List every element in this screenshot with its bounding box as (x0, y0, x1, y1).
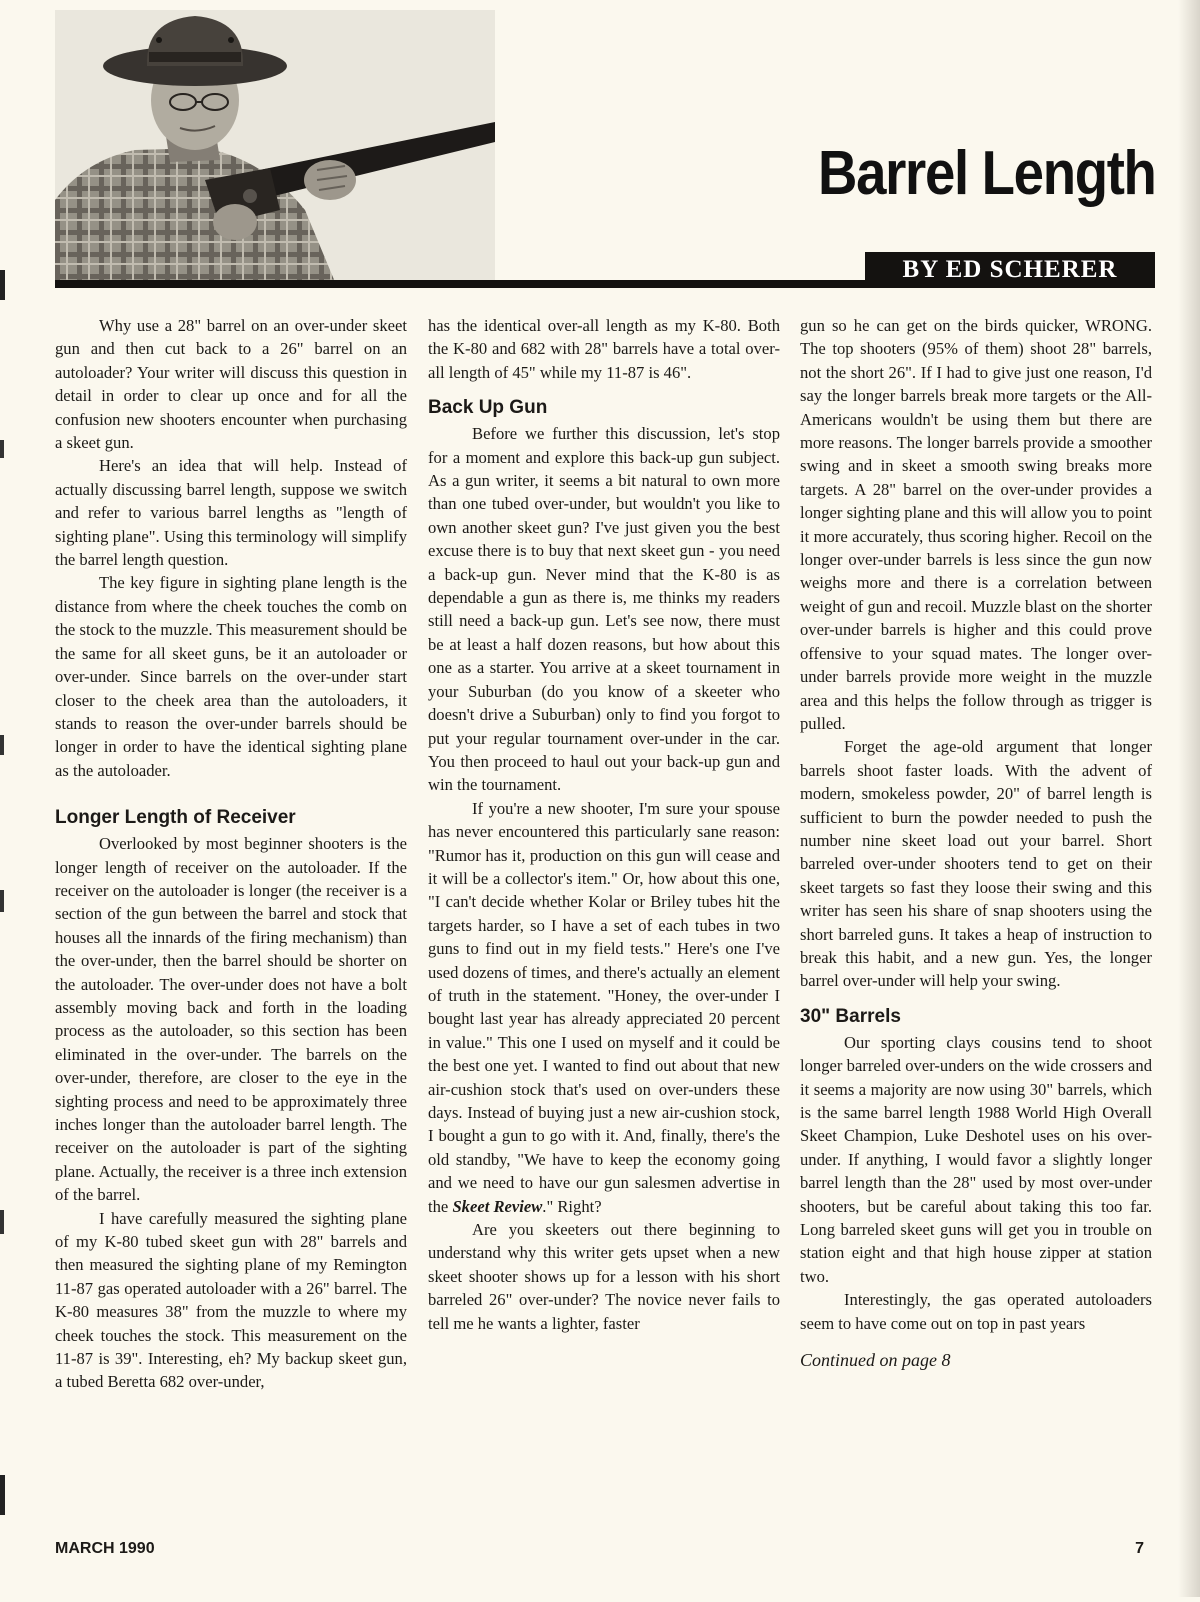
paragraph: Are you skeeters out there beginning to understand why this writer gets upset when a new skeet shooter shows up for a lesson with his short barreled 26" over-under? The novice never fails to tell me he wants a lighter, faster (428, 1220, 780, 1333)
section-heading: Back Up Gun (428, 397, 548, 419)
section-heading: 30" Barrels (800, 1005, 901, 1027)
section-heading: Longer Length of Receiver (55, 807, 296, 829)
page-edge-shadow (1178, 0, 1200, 1597)
paragraph: gun so he can get on the birds quicker, WRONG. The top shooters (95% of them) shoot 28" barrels, not the short 26". If I had to give just one reason, I'd say the longer barrels break more targets or the All-Americans wouldn't be using them but there are more reasons. The longer barrels provide a smoother swing and in skeet a smooth swing breaks more targets. A 28" barrel on the over-under provides a longer sighting plane and this will allow you to point it more accurately, thus scoring higher. Recoil on the longer over-under barrels is less since the gun now weighs more and there is a correlation between weight of gun and recoil. Muzzle blast on the shorter over-under barrels is higher and this could prove offensive to your squad mates. The longer over-under barrels provide more weight in the muzzle area and this helps the follow through as trigger is pulled. (800, 316, 1152, 733)
magazine-name: Skeet Review (452, 1196, 543, 1216)
man-with-shotgun-photo (55, 10, 495, 282)
column-2 (428, 314, 780, 1335)
page-number: 7 (1135, 1540, 1144, 1557)
paragraph-text: If you're a new shooter, I'm sure your spouse has never encountered this particularly sane reason: "Rumor has it, production on this gun will cease and it will be a collector's item." Or, how about this one, "I can't decide whether Kolar or Briley tubes hit the targets harder, so I have a set of each tubes in two guns to find out in my field tests." Here's one I've used dozens of times, and there's actually an element of truth in the statement. "Honey, the over-under I bought last year has already appreciated 20 percent in value." This one I used on myself and it could be the best one yet. I wanted to find out about that new air-cushion stock that's used on over-unders these days. Instead of buying just a new air-cushion stock, I bought a gun to go with it. And, finally, there's the old standby, "We have to keep the economy going and we need to have our gun salesmen advertise in the (428, 798, 780, 1216)
paragraph: Interestingly, the gas operated autoloaders seem to have come out on top in past years (800, 1290, 1152, 1333)
paragraph: Why use a 28" barrel on an over-under skeet gun and then cut back to a 26" barrel on an autoloader? Your writer will discuss this question in detail in order to clear up once and for all the confusion new shooters encounter when purchasing a skeet gun. (55, 316, 407, 453)
paragraph: I have carefully measured the sighting plane of my K-80 tubed skeet gun with 28" barrels and then measured the sighting plane of my Remington 11-87 gas operated autoloader with a 26" barrel. The K-80 measures 38" from the muzzle to where my cheek touches the stock. This measurement on the 11-87 is 39". Interesting, eh? My backup skeet gun, a tubed Beretta 682 over-under, (55, 1208, 407, 1392)
column-3 (800, 314, 1152, 1372)
paragraph: Before we further this discussion, let's stop for a moment and explore this back-up gun subject. As a gun writer, it seems a bit natural to own more than one tubed over-under, but wouldn't you like to own another skeet gun? I've just given you the best excuse there is to buy that next skeet gun - you need a back-up gun. Never mind that the K-80 is as dependable a gun as there is, me thinks my readers still need a back-up gun. Let's see now, there must be at least a half dozen reasons, but how about this one as a starter. You arrive at a skeet tournament in your Suburban (do you know of a skeeter who doesn't drive a Suburban) only to find you forgot to put your regular tournament over-under in the car. You then proceed to haul out your back-up gun and win the tournament. (428, 424, 780, 795)
issue-date: MARCH 1990 (55, 1540, 155, 1557)
byline: BY ED SCHERER (865, 252, 1155, 288)
paragraph: The key figure in sighting plane length is the distance from where the cheek touches the comb on the stock to the muzzle. This measurement should be the same for all skeet guns, be it an autoloader or over-under. Since barrels on the over-under start closer to the cheek area than the autoloaders, it stands to reason the over-under barrels should be longer in order to have the identical sighting plane as the autoloader. (55, 573, 407, 780)
paragraph-text: ." Right? (542, 1196, 602, 1216)
paragraph (428, 797, 780, 1218)
column-1 (55, 314, 407, 1394)
continued-note: Continued on page 8 (800, 1350, 951, 1371)
paragraph: Here's an idea that will help. Instead of actually discussing barrel length, suppose we switch and refer to various barrel lengths as "length of sighting plane". Using this terminology will simplify the barrel length question. (55, 456, 407, 570)
paragraph: Overlooked by most beginner shooters is the longer length of receiver on the autoloader. If the receiver on the autoloader is longer (the receiver is a section of the gun between the barrel and stock that houses all the innards of the firing mechanism) than the over-under, then the barrel should be shorter on the autoloader. The over-under does not have a bolt assembly moving back and forth in the loading process as the autoloader, so this section has been eliminated in the over-under. The barrels on the over-under, therefore, are closer to the eye in the sighting process and need to be approximately three inches longer than the autoloader barrel length. The receiver on the autoloader is part of the sighting plane. Actually, the receiver is a three inch extension of the barrel. (55, 834, 407, 1205)
paragraph: has the identical over-all length as my K-80. Both the K-80 and 682 with 28" barrels have a total over-all length of 45" while my 11-87 is 46". (428, 316, 780, 382)
scan-edge-marks (0, 0, 6, 1597)
photo-illustration (55, 10, 495, 282)
scan-edge (0, 0, 6, 1597)
paragraph: Our sporting clays cousins tend to shoot longer barreled over-unders on the wide crossers and it seems a majority are now using 30" barrels, which is the same barrel length 1988 World High Overall Skeet Champion, Luke Deshotel uses on his over-under. If anything, I would favor a slightly longer barrel length than the 28" used by most over-under shooters, but be careful about taking this too far. Long barreled skeet guns will get you in trouble on station eight and that high house zipper at station two. (800, 1032, 1152, 1286)
article-title: Barrel Length (818, 139, 1156, 208)
paragraph: Forget the age-old argument that longer barrels shoot faster loads. With the advent of modern, smokeless powder, 20" of barrel length is sufficient to burn the powder needed to push the number nine skeet load out your barrel. Short barreled over-under shooters tend to get on their skeet targets so fast they loose their swing and this writer has seen his share of snap shooters using the short barreled guns. It takes a heap of instruction to break this habit, and a new gun. Yes, the longer barrel over-under will help your swing. (800, 737, 1152, 991)
